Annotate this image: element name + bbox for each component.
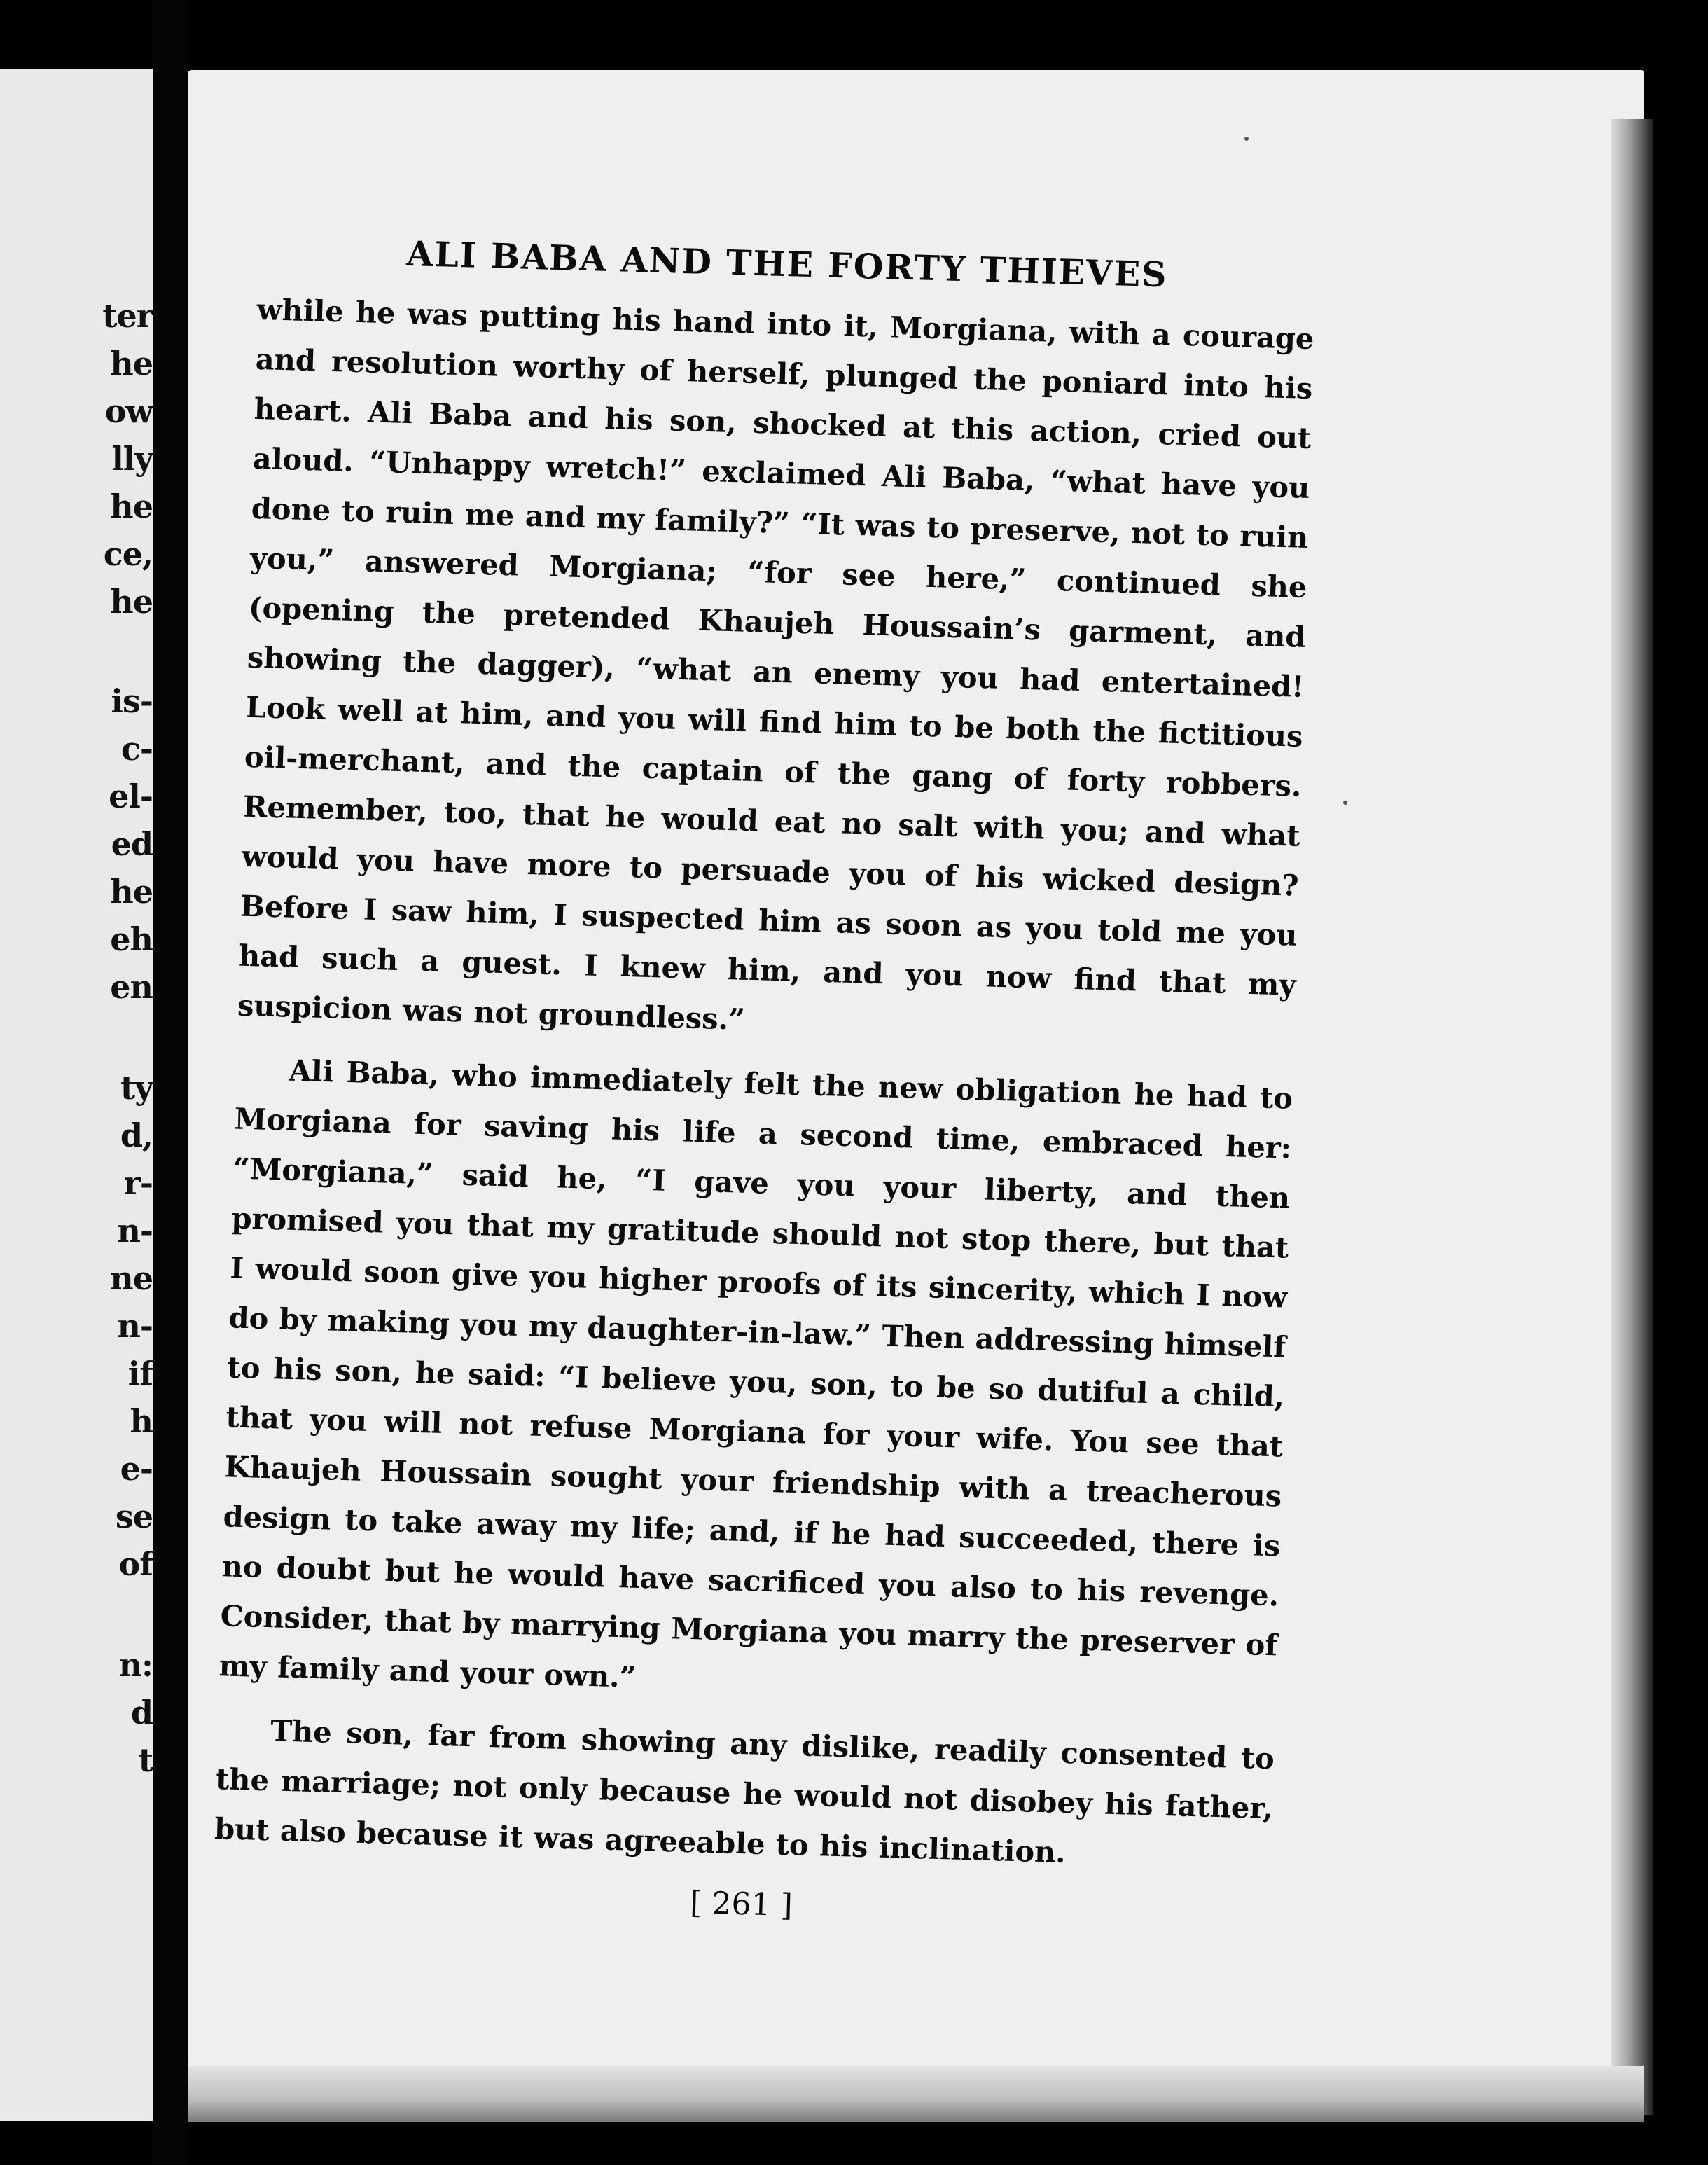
page-edges bbox=[1611, 119, 1653, 2115]
left-line-ending: d, bbox=[120, 1116, 153, 1154]
paragraph: while he was putting his hand into it, Morgiana, with a courage and resolution worthy of herself, plunged the poniard into his heart. Ali Baba and his son, shocked at this action, cried out aloud. “Unhappy wretch!” exclaimed Ali Baba, “what have you done to ruin me and my family?” “It was to preserve, not to ruin you,” answered Morgiana; “for see here,” continued she (opening the pretended Khaujeh Houssain’s garment, and showing the dagger), “what an enemy you had entertained! Look well at him, and you will find him to be both the fictitious oil-merchant, and the captain of the gang of forty robbers. Remember, too, that he would eat no salt with you; and what would you have more to persuade you of his wicked design? Before I saw him, I suspected him as soon as you told me you had such a guest. I knew him, and you now find that my suspicion was not groundless.” bbox=[237, 291, 1314, 1037]
left-line-ending: is- bbox=[111, 682, 153, 720]
left-page-fragment bbox=[0, 69, 153, 2121]
left-line-ending: r- bbox=[123, 1164, 153, 1202]
left-line-ending: n- bbox=[117, 1307, 153, 1345]
left-line-ending: he bbox=[110, 583, 153, 621]
left-line-ending: lly bbox=[111, 440, 153, 478]
left-line-ending: n- bbox=[117, 1212, 153, 1250]
scan-speck bbox=[1244, 137, 1249, 141]
left-line-ending: h bbox=[130, 1402, 153, 1440]
left-line-ending: of bbox=[118, 1545, 153, 1583]
left-line-ending: t bbox=[138, 1741, 153, 1779]
left-line-ending: he bbox=[110, 487, 153, 525]
running-head: ALI BABA AND THE FORTY THIEVES bbox=[405, 233, 1169, 296]
left-line-ending: d bbox=[130, 1694, 153, 1731]
left-line-ending: if bbox=[127, 1355, 153, 1392]
left-line-ending: se bbox=[115, 1497, 153, 1535]
left-line-ending: n: bbox=[118, 1646, 153, 1684]
page-text-block bbox=[212, 231, 1316, 1938]
left-line-ending: eh bbox=[110, 920, 153, 958]
page-number: [ 261 ] bbox=[689, 1885, 793, 1924]
left-line-ending: ne bbox=[110, 1259, 153, 1297]
left-line-ending: ter bbox=[102, 297, 153, 335]
book-gutter bbox=[153, 0, 189, 2165]
left-line-ending: ed bbox=[111, 825, 153, 863]
left-line-ending: ow bbox=[104, 392, 153, 430]
page-bottom-shadow bbox=[188, 2066, 1644, 2122]
scan-speck bbox=[1343, 801, 1347, 805]
left-line-ending: he bbox=[110, 345, 153, 382]
left-line-ending: c- bbox=[120, 730, 153, 768]
left-line-ending: ce, bbox=[103, 535, 153, 573]
left-line-ending: en bbox=[110, 968, 153, 1006]
paragraph: Ali Baba, who immediately felt the new obligation he had to Morgiana for saving his life a second time, embraced her: “Morgiana,” said he, “I gave you your liberty, and then promised you that my gratitude should not stop there, but that I would soon give you higher proofs of its sincerity, which I now do by making you my daughter-in-law.” Then addressing himself to his son, he said: “I believe you, son, to be so dutiful a child, that you will not refuse Morgiana for your wife. You see that Khaujeh Houssain sought your friendship with a treacherous design to take away my life; and, if he had succeeded, there is no doubt but he would have sacrificed you also to his revenge. Consider, that by marrying Morgiana you marry the preserver of my family and your own.” bbox=[218, 1053, 1293, 1694]
paragraph: The son, far from showing any dislike, readily consented to the marriage; not only because he would not disobey his father, but also because it was agreeable to his inclination. bbox=[214, 1713, 1275, 1869]
left-line-ending: el- bbox=[109, 777, 153, 815]
left-line-ending: e- bbox=[120, 1450, 153, 1488]
left-line-ending: ty bbox=[120, 1069, 153, 1107]
left-line-ending: he bbox=[110, 873, 153, 911]
